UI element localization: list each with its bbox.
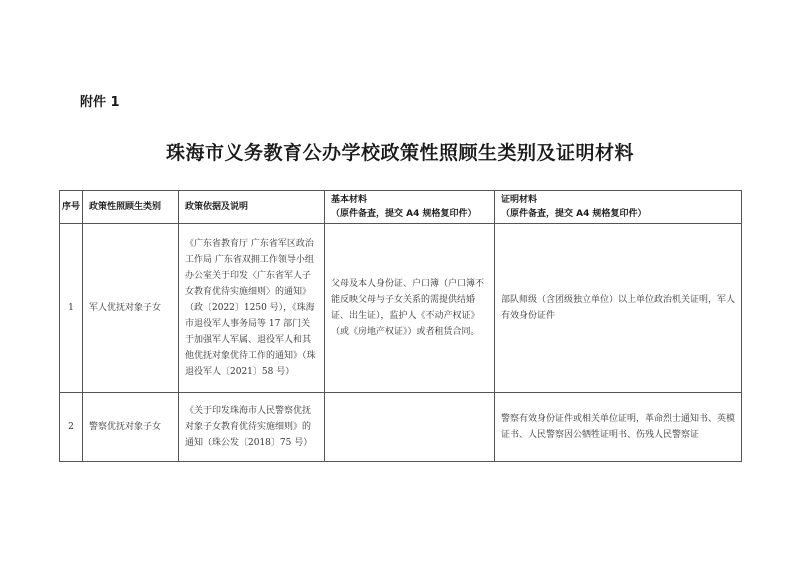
row-basis: 《关于印发珠海市人民警察优抚对象子女教育优待实施细则》的通知（珠公发〔2018〕75 号）: [179, 393, 325, 462]
policy-table: [59, 190, 742, 462]
row-no: 2: [60, 393, 83, 462]
header-proof-materials-title: 证明材料: [501, 195, 538, 205]
row-basic-materials: 父母及本人身份证、户口簿（户口簿不能反映父母与子女关系的需提供结婚证、出生证），监护人《不动产权证》（或《房地产权证》）或者租赁合同。: [325, 224, 495, 393]
row-category: 军人优抚对象子女: [83, 224, 179, 393]
header-basic-materials-title: 基本材料: [331, 195, 368, 205]
row-basis: 《广东省教育厅 广东省军区政治工作局 广东省双拥工作领导小组办公室关于印发〈广东省军人子女教育优待实施细则〉的通知》（政〔2022〕1250 号），《珠海市退役军人事务局等 17 部门关于加强军人军属、退役军人和其他优抚对象优待工作的通知》（珠退役军人〔2021〕58 号）: [179, 224, 325, 393]
header-proof-materials-note: （原件备查，提交 A4 规格复印件）: [501, 209, 647, 219]
header-basis: 政策依据及说明: [179, 191, 325, 224]
header-category: 政策性照顾生类别: [83, 191, 179, 224]
row-no: 1: [60, 224, 83, 393]
header-proof-materials: [495, 191, 742, 224]
row-proof-materials: 警察有效身份证件或相关单位证明，革命烈士通知书、英模证书、人民警察因公牺牲证明书、伤残人民警察证: [495, 393, 742, 462]
header-basic-materials-note: （原件备查，提交 A4 规格复印件）: [331, 209, 477, 219]
table-row: [60, 224, 742, 393]
attachment-label: 附件 1: [80, 95, 120, 110]
header-basic-materials: [325, 191, 495, 224]
row-basic-materials: [325, 393, 495, 462]
document-title: 珠海市义务教育公办学校政策性照顾生类别及证明材料: [165, 142, 634, 164]
row-category: 警察优抚对象子女: [83, 393, 179, 462]
table-row: [60, 393, 742, 462]
table-header-row: [60, 191, 742, 224]
header-no: 序号: [60, 191, 83, 224]
row-proof-materials: 部队师级（含团级独立单位）以上单位政治机关证明，军人有效身份证件: [495, 224, 742, 393]
